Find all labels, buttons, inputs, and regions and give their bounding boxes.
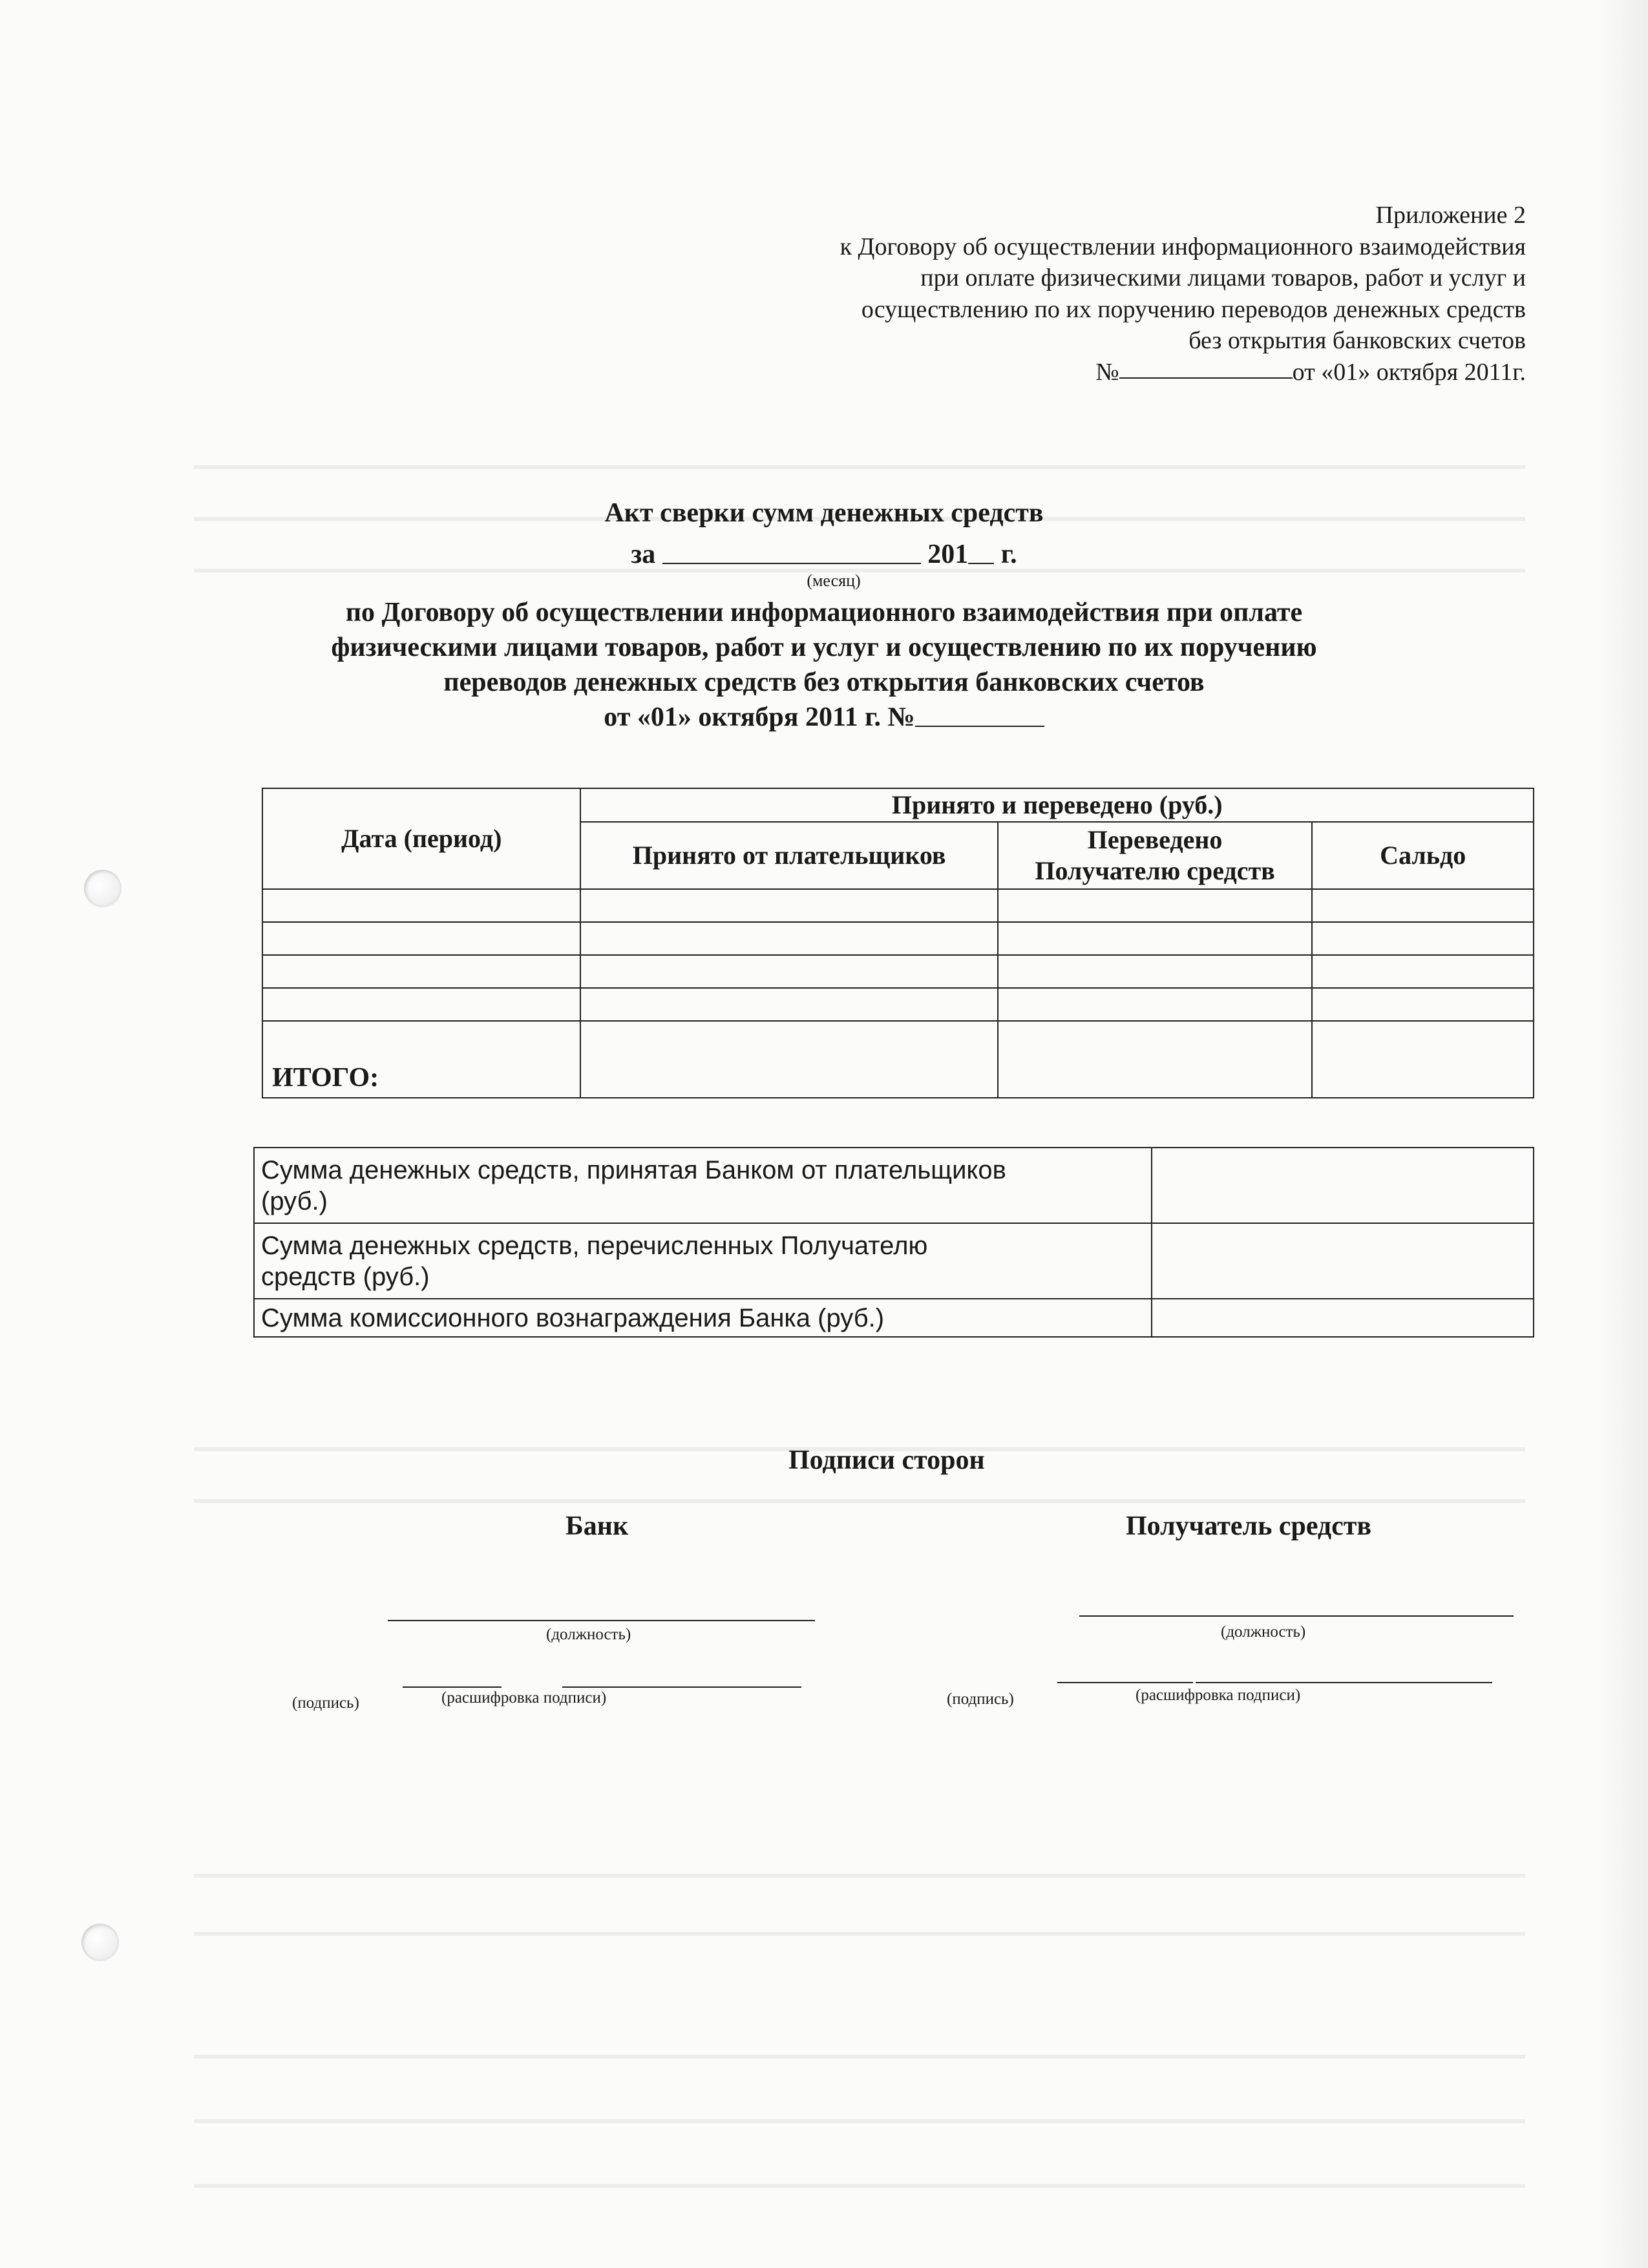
contract-number-blank[interactable] [915, 702, 1044, 727]
summary-label [254, 1223, 1152, 1299]
annex-line: осуществлению по их поручению переводов денежных средств [861, 295, 1526, 323]
header-transferred-line: Получателю средств [1035, 856, 1275, 885]
summary-label: Сумма комиссионного вознаграждения Банка (руб.) [254, 1299, 1152, 1337]
recipient-signature-line[interactable] [1057, 1682, 1193, 1683]
annex-date: от «01» октября 2011г. [1292, 358, 1526, 386]
table-cell[interactable] [262, 988, 580, 1021]
table-cell[interactable] [580, 1021, 997, 1098]
bank-decoding-line[interactable] [562, 1686, 801, 1688]
table-cell[interactable] [1312, 955, 1534, 988]
table-cell[interactable] [998, 988, 1313, 1021]
bleed-through-text [194, 1499, 1525, 1503]
total-label: ИТОГО: [262, 1021, 580, 1098]
transfers-table [262, 788, 1534, 1098]
table-row [254, 1148, 1534, 1223]
bank-decoding-caption: (расшифровка подписи) [441, 1689, 607, 1706]
bank-position-caption: (должность) [546, 1626, 631, 1643]
bleed-through-text [194, 1874, 1525, 1878]
table-cell[interactable] [998, 889, 1313, 922]
period-prefix: за [631, 540, 656, 569]
table-row [262, 889, 1534, 922]
year-suffix: г. [1000, 540, 1017, 569]
header-received: Принято от плательщиков [580, 822, 997, 889]
table-cell[interactable] [1312, 889, 1534, 922]
act-period-line [0, 539, 1648, 570]
annex-number-line [556, 357, 1526, 388]
table-cell[interactable] [1312, 922, 1534, 955]
table-cell[interactable] [998, 1021, 1313, 1098]
summary-table [253, 1147, 1534, 1338]
act-subtitle-line: по Договору об осуществлении информационного взаимодействия при оплате [345, 598, 1303, 627]
table-row [254, 1223, 1534, 1299]
number-sign: № [1095, 358, 1119, 386]
table-cell[interactable] [580, 889, 997, 922]
annex-line: при оплате физическими лицами товаров, работ и услуг и [920, 264, 1526, 291]
act-subtitle-line: физическими лицами товаров, работ и услуг и осуществлению по их поручению [331, 633, 1317, 662]
contract-date: от «01» октября 2011 г. [604, 702, 881, 732]
bank-signature-caption: (подпись) [292, 1694, 359, 1712]
table-cell[interactable] [580, 988, 997, 1021]
year-blank[interactable] [968, 540, 994, 564]
table-cell[interactable] [1312, 988, 1534, 1021]
table-cell[interactable] [262, 955, 580, 988]
punch-hole-bottom [81, 1924, 119, 1961]
act-contract-line [0, 702, 1648, 733]
recipient-label: Получатель средств [1126, 1511, 1372, 1541]
summary-value[interactable] [1152, 1148, 1534, 1223]
bleed-through-text [194, 2184, 1525, 2188]
year-prefix: 201 [927, 540, 969, 569]
summary-label-line: Сумма денежных средств, перечисленных Получателю [261, 1231, 928, 1260]
table-cell[interactable] [998, 955, 1313, 988]
number-sign: № [887, 702, 915, 732]
annex-line: к Договору об осуществлении информационного взаимодействия [840, 233, 1526, 260]
scan-edge-shadow [1600, 0, 1648, 2268]
header-transferred-line: Переведено [1087, 825, 1223, 854]
bleed-through-text [194, 465, 1525, 469]
recipient-decoding-caption: (расшифровка подписи) [1136, 1686, 1301, 1704]
recipient-position-line[interactable] [1079, 1615, 1514, 1617]
table-cell[interactable] [580, 955, 997, 988]
summary-label-line: Сумма денежных средств, принятая Банком от плательщиков [261, 1155, 1006, 1184]
annex-line: без открытия банковских счетов [1188, 327, 1526, 354]
bank-signature-line[interactable] [403, 1686, 502, 1688]
table-cell[interactable] [262, 889, 580, 922]
recipient-position-caption: (должность) [1221, 1623, 1306, 1641]
summary-value[interactable] [1152, 1299, 1534, 1337]
annex-header [556, 200, 1526, 388]
table-row [254, 1299, 1534, 1337]
header-group: Принято и переведено (руб.) [580, 788, 1534, 822]
recipient-signature-caption: (подпись) [947, 1690, 1014, 1708]
table-cell[interactable] [580, 922, 997, 955]
summary-label-line: (руб.) [261, 1186, 328, 1215]
table-cell[interactable] [998, 922, 1313, 955]
table-row [262, 922, 1534, 955]
total-row [262, 1021, 1534, 1098]
table-cell[interactable] [262, 922, 580, 955]
summary-value[interactable] [1152, 1223, 1534, 1299]
bank-position-line[interactable] [388, 1620, 815, 1621]
signatures-title: Подписи сторон [788, 1445, 985, 1475]
table-cell[interactable] [1312, 1021, 1534, 1098]
table-row [262, 988, 1534, 1021]
header-balance: Сальдо [1312, 822, 1534, 889]
bank-label: Банк [565, 1511, 629, 1541]
bleed-through-text [194, 2055, 1525, 2059]
month-blank[interactable] [662, 540, 921, 564]
bleed-through-text [194, 2119, 1525, 2123]
bleed-through-text [194, 1932, 1525, 1936]
table-row [262, 955, 1534, 988]
header-date: Дата (период) [262, 788, 580, 889]
recipient-decoding-line[interactable] [1196, 1682, 1492, 1683]
act-title: Акт сверки сумм денежных средств [604, 498, 1044, 528]
month-caption: (месяц) [807, 571, 861, 590]
punch-hole-top [84, 870, 121, 907]
summary-label-line: средств (руб.) [261, 1262, 430, 1291]
number-blank[interactable] [1119, 358, 1293, 379]
header-transferred [998, 822, 1313, 889]
annex-title: Приложение 2 [1375, 202, 1526, 229]
act-subtitle-line: переводов денежных средств без открытия банковских счетов [443, 667, 1205, 697]
summary-label [254, 1148, 1152, 1223]
